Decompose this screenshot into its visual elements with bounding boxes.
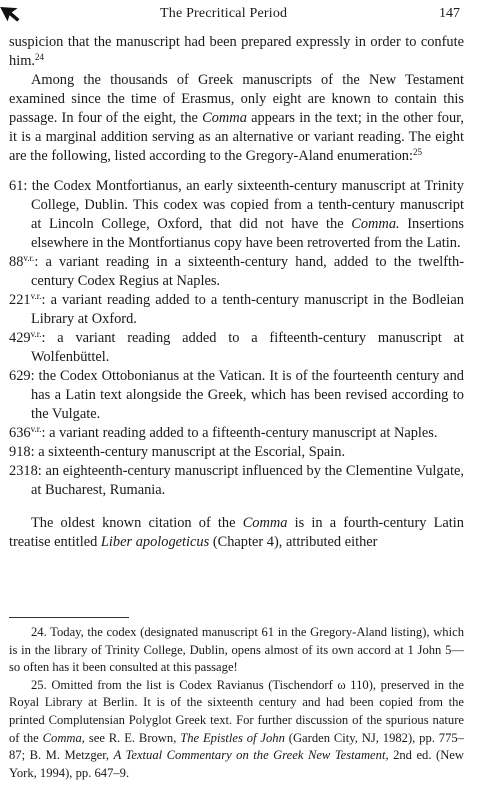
main-text: [9, 33, 464, 552]
running-title: The Precritical Period: [160, 6, 288, 21]
footnote-text: 25. Omitted from the list is Codex Ravianus (Tischendorf ω 110), preserved in the Royal Library at Berlin. It is of the sixteenth century and had been copied from the printed Complutensian Polyglot Greek text. For further discussion of the spurious nature of the: [9, 677, 464, 745]
comma-term: Comma,: [42, 730, 85, 745]
manuscript-description: : a variant reading added to a fifteenth-century manuscript at Naples.: [41, 425, 438, 441]
book-title: The Epistles of John: [180, 730, 285, 745]
manuscript-description: : a variant reading added to a fifteenth-century manuscript at Wolfenbüttel.: [31, 330, 464, 365]
manuscript-description: : a variant reading in a sixteenth-century hand, added to the twelfth-century Codex Regius at Naples.: [31, 254, 464, 289]
manuscript-item: [9, 367, 464, 424]
manuscript-siglum: 61:: [9, 178, 28, 194]
variant-reading-mark: v.r.: [23, 253, 35, 263]
manuscript-item: [9, 329, 464, 367]
footnote-ref-25: 25: [413, 147, 423, 157]
footnote-ref-24: 24: [35, 52, 44, 62]
manuscript-siglum: 629:: [9, 368, 35, 384]
paragraph-continuation: [9, 33, 464, 71]
manuscript-description: : a variant reading added to a tenth-century manuscript in the Bodleian Library at Oxford.: [31, 292, 464, 327]
manuscript-siglum: 88: [9, 254, 24, 270]
manuscript-list: [9, 177, 464, 500]
manuscript-siglum: 429: [9, 330, 31, 346]
manuscript-description: Insertions elsewhere in the Montfortianus copy have been retroverted from the Latin.: [31, 216, 464, 251]
manuscript-siglum: 221: [9, 292, 31, 308]
page-header: [0, 6, 482, 26]
manuscript-siglum: 2318:: [9, 463, 42, 479]
paragraph-oldest-citation: [9, 514, 464, 552]
comma-term: Comma: [202, 110, 247, 126]
manuscript-item: [9, 177, 464, 253]
comma-term: Comma.: [351, 216, 400, 232]
manuscript-item: [9, 462, 464, 500]
variant-reading-mark: v.r.: [30, 424, 42, 434]
manuscript-description: the Codex Montfortianus, an early sixteenth-century manuscript at Trinity College, Dublin. This codex was copied from a tenth-century manuscript at Lincoln College, Oxford, that did not have the: [27, 178, 464, 232]
page-number: 147: [439, 6, 460, 21]
paragraph-text: Among the thousands of Greek manuscripts of the New Testament examined since the time of Erasmus, only eight are known to contain this passage. In four of the eight, the: [9, 72, 464, 126]
footnote-24: 24. Today, the codex (designated manuscript 61 in the Gregory-Aland listing), which is in the library of Trinity College, Dublin, opens almost of its own accord at 1 John 5—so often has it been consulted at this passage!: [9, 625, 464, 675]
footnote-divider: [9, 617, 129, 618]
manuscript-siglum: 918:: [9, 444, 35, 460]
footnote-25: [9, 677, 464, 783]
treatise-title: Liber apologeticus: [100, 534, 210, 550]
paragraph-text: is in a fourth-century Latin treatise entitled: [9, 515, 464, 550]
paragraph-manuscripts-intro: [9, 71, 464, 166]
footnote-text: 2nd ed. (New York, 1994), pp. 647–9.: [9, 748, 464, 780]
comma-term: Comma: [242, 515, 288, 531]
paragraph-text: suspicion that the manuscript had been prepared expressly in order to confute him.: [9, 34, 464, 69]
variant-reading-mark: v.r.: [30, 291, 42, 301]
paragraph-text: (Chapter 4), attributed either: [209, 534, 378, 550]
manuscript-item: [9, 424, 464, 443]
footnotes: [9, 624, 464, 782]
manuscript-item: [9, 253, 464, 291]
book-title: A Textual Commentary on the Greek New Testament,: [113, 748, 389, 763]
manuscript-description: the Codex Ottobonianus at the Vatican. It is of the fourteenth century and has a Latin text alongside the Greek, which has been revised according to the Vulgate.: [31, 368, 464, 422]
manuscript-item: [9, 443, 464, 462]
variant-reading-mark: v.r.: [30, 329, 42, 339]
manuscript-description: a sixteenth-century manuscript at the Escorial, Spain.: [34, 444, 346, 460]
footnote-text: see R. E. Brown,: [84, 730, 181, 745]
manuscript-description: an eighteenth-century manuscript influenced by the Clementine Vulgate, at Bucharest, Rumania.: [31, 463, 464, 498]
manuscript-siglum: 636: [9, 425, 31, 441]
footnote-text: (Garden City, NJ, 1982), pp. 775–87; B. M. Metzger,: [9, 730, 464, 763]
paragraph-text: The oldest known citation of the: [31, 515, 243, 531]
paragraph-text: appears in the text; in the other four, it is a marginal addition serving as an alternative or variant reading. The eight are the following, listed according to the Gregory-Aland enumeration:: [9, 110, 464, 164]
manuscript-item: [9, 291, 464, 329]
